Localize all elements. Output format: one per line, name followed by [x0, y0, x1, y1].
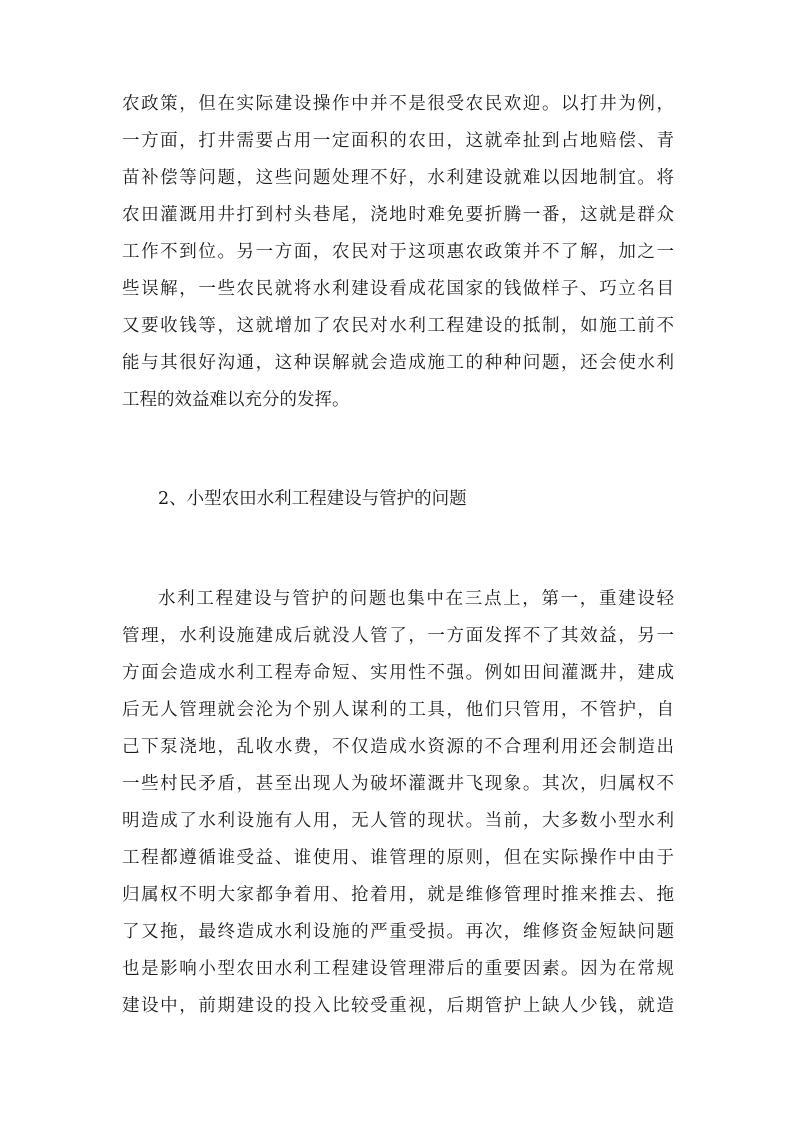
- paragraph-line: 管理，水利设施建成后就没人管了，一方面发挥不了其效益，另一: [122, 626, 674, 646]
- paragraph-line: 些误解，一些农民就将水利建设看成花国家的钱做样子、巧立名目: [122, 279, 674, 299]
- paragraph-line: 己下泵浇地，乱收水费，不仅造成水资源的不合理利用还会制造出: [122, 737, 674, 757]
- paragraph-line: 又要收钱等，这就增加了农民对水利工程建设的抵制，如施工前不: [122, 316, 674, 336]
- paragraph-line: 一些村民矛盾，甚至出现人为破坏灌溉井飞现象。其次，归属权不: [122, 774, 674, 794]
- paragraph-line: 明造成了水利设施有人用，无人管的现状。当前，大多数小型水利: [122, 811, 674, 831]
- paragraph-line: 工作不到位。另一方面，农民对于这项惠农政策并不了解，加之一: [122, 242, 674, 262]
- paragraph-line: 建设中，前期建设的投入比较受重视，后期管护上缺人少钱，就造: [122, 996, 674, 1016]
- paragraph-line: 也是影响小型农田水利工程建设管理滞后的重要因素。因为在常规: [122, 959, 674, 979]
- paragraph-line: 工程的效益难以充分的发挥。: [122, 390, 350, 410]
- paragraph-line: 苗补偿等问题，这些问题处理不好，水利建设就难以因地制宜。将: [122, 168, 674, 188]
- paragraph-line: 了又拖，最终造成水利设施的严重受损。再次，维修资金短缺问题: [122, 922, 674, 942]
- paragraph-line: 方面会造成水利工程寿命短、实用性不强。例如田间灌溉井，建成: [122, 663, 674, 683]
- paragraph-line: 后无人管理就会沦为个别人谋利的工具，他们只管用，不管护，自: [122, 700, 674, 720]
- paragraph-line: 工程都遵循谁受益、谁使用、谁管理的原则，但在实际操作中由于: [122, 848, 674, 868]
- paragraph-line: 能与其很好沟通，这种误解就会造成施工的种种问题，还会使水利: [122, 353, 674, 373]
- paragraph-line: 水利工程建设与管护的问题也集中在三点上，第一，重建设轻: [158, 589, 674, 609]
- paragraph-line: 农田灌溉用井打到村头巷尾，浇地时难免要折腾一番，这就是群众: [122, 205, 674, 225]
- paragraph-line: 一方面，打井需要占用一定面积的农田，这就牵扯到占地赔偿、青: [122, 131, 674, 151]
- paragraph-line: 农政策，但在实际建设操作中并不是很受农民欢迎。以打井为例，: [122, 94, 674, 114]
- paragraph-line: 归属权不明大家都争着用、抢着用，就是维修管理时推来推去、拖: [122, 885, 674, 905]
- section-heading: 2、小型农田水利工程建设与管护的问题: [158, 489, 467, 509]
